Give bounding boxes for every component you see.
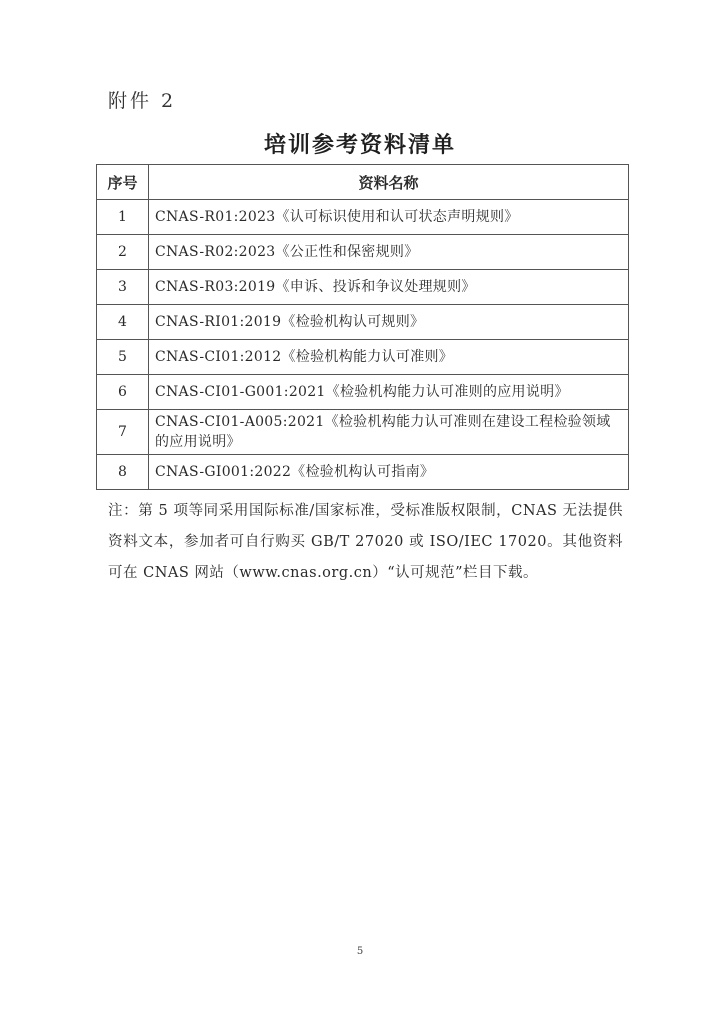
row-number: 3 [97, 270, 149, 305]
table-row [97, 455, 629, 490]
table-row [97, 410, 629, 455]
row-number: 2 [97, 235, 149, 270]
row-number: 5 [97, 340, 149, 375]
attachment-label: 附件 2 [108, 90, 177, 112]
table-row [97, 305, 629, 340]
row-name: CNAS-CI01-A005:2021《检验机构能力认可准则在建设工程检验领域的应用说明》 [149, 410, 629, 455]
table-header-row [97, 165, 629, 200]
table-row [97, 375, 629, 410]
table-row [97, 340, 629, 375]
row-number: 8 [97, 455, 149, 490]
header-name: 资料名称 [149, 165, 629, 200]
row-name: CNAS-R01:2023《认可标识使用和认可状态声明规则》 [149, 200, 629, 235]
table-row [97, 200, 629, 235]
row-number: 7 [97, 410, 149, 455]
row-number: 4 [97, 305, 149, 340]
row-name: CNAS-RI01:2019《检验机构认可规则》 [149, 305, 629, 340]
reference-materials-table [96, 164, 629, 490]
row-number: 1 [97, 200, 149, 235]
row-name: CNAS-CI01:2012《检验机构能力认可准则》 [149, 340, 629, 375]
row-name: CNAS-R03:2019《申诉、投诉和争议处理规则》 [149, 270, 629, 305]
page-number: 5 [356, 946, 364, 957]
header-number: 序号 [97, 165, 149, 200]
footnote: 注：第 5 项等同采用国际标准/国家标准，受标准版权限制，CNAS 无法提供资料文本，参加者可自行购买 GB/T 27020 或 ISO/IEC 17020。其他资料可在 CNAS 网站（www.cnas.org.cn）“认可规范”栏目下载。 [108, 503, 623, 581]
row-name: CNAS-R02:2023《公正性和保密规则》 [149, 235, 629, 270]
document-title: 培训参考资料清单 [263, 132, 456, 158]
table-row [97, 235, 629, 270]
row-name: CNAS-GI001:2022《检验机构认可指南》 [149, 455, 629, 490]
row-name: CNAS-CI01-G001:2021《检验机构能力认可准则的应用说明》 [149, 375, 629, 410]
table-row [97, 270, 629, 305]
row-number: 6 [97, 375, 149, 410]
